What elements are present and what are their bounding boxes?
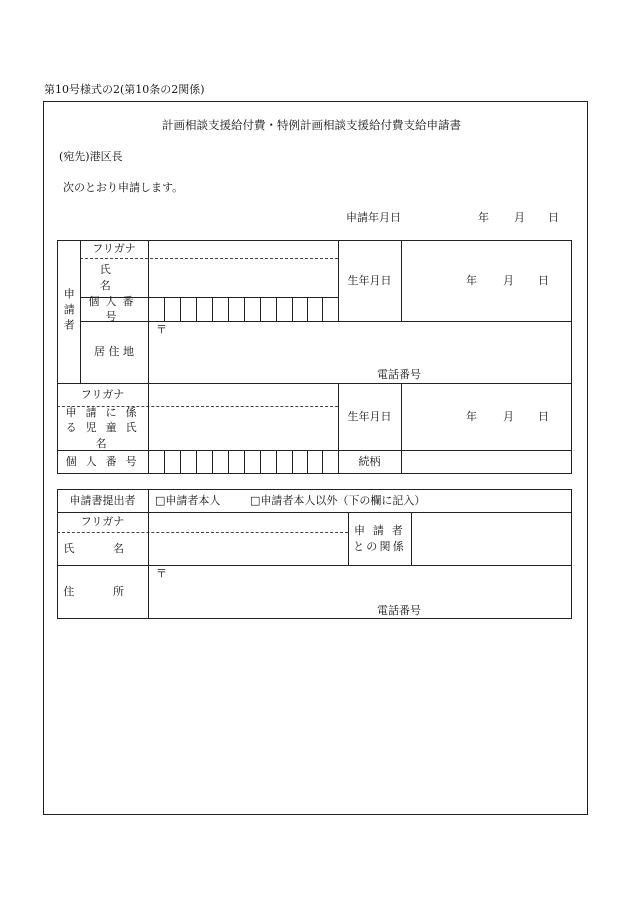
child-furigana-input[interactable] <box>148 383 338 406</box>
child-name-input[interactable] <box>148 406 338 450</box>
child-birth-year: 年 <box>466 410 477 423</box>
submitter-name-label: 氏 名 <box>63 541 142 555</box>
child-furigana-label: フリガナ <box>80 387 125 401</box>
child-birth-day: 日 <box>538 410 549 423</box>
applicant-section-label: 申請者 <box>62 288 76 335</box>
submitter-address-input[interactable] <box>148 565 572 619</box>
child-relation-input[interactable] <box>401 450 572 474</box>
applicant-address-input[interactable] <box>148 321 572 383</box>
submitter-option-other[interactable]: □申請者本人以外（下の欄に記入） <box>250 494 426 507</box>
applicant-furigana-input[interactable] <box>148 240 338 258</box>
applicant-name-input[interactable] <box>148 258 338 297</box>
applicant-personal-number-label: 個人番号 <box>88 294 140 323</box>
addressee: (宛先)港区長 <box>59 150 123 163</box>
child-name-label: 申 請 に 係 る 児 童 氏 名 <box>65 405 140 450</box>
submitter-option-self[interactable]: □申請者本人 <box>155 494 221 507</box>
submitter-address-label: 住 所 <box>63 585 142 599</box>
applicant-address-label: 居 住 地 <box>94 345 134 359</box>
child-birth-month: 月 <box>503 410 514 423</box>
submitter-postal-mark: 〒 <box>156 567 167 580</box>
submitter-relation-input[interactable] <box>411 512 572 565</box>
child-relation-label: 続柄 <box>358 455 381 469</box>
submitter-label: 申請書提出者 <box>69 493 136 507</box>
applicant-birth-day: 日 <box>538 274 549 287</box>
submitter-furigana-label: フリガナ <box>80 515 125 529</box>
applicant-birth-year: 年 <box>466 274 477 287</box>
submitter-name-input[interactable] <box>148 532 348 565</box>
applicant-furigana-label: フリガナ <box>92 242 136 256</box>
child-personal-number-label: 個 人 番 号 <box>65 455 140 469</box>
intro-text: 次のとおり申請します。 <box>63 181 184 194</box>
application-date-day: 日 <box>548 211 559 224</box>
applicant-postal-mark: 〒 <box>156 323 167 336</box>
submitter-phone-label: 電話番号 <box>377 604 421 617</box>
submitter-relation-label: 申 請 者 との関係 <box>353 524 406 553</box>
child-personal-number-input[interactable] <box>148 450 338 474</box>
applicant-name-label: 氏 名 <box>99 263 129 292</box>
submitter-furigana-input[interactable] <box>148 512 348 532</box>
form-number: 第10号様式の2(第10条の2関係) <box>44 83 205 96</box>
applicant-birth-label: 生年月日 <box>347 273 392 287</box>
applicant-phone-label: 電話番号 <box>377 368 421 381</box>
child-birth-label: 生年月日 <box>347 409 392 423</box>
application-date-month: 月 <box>514 211 525 224</box>
form-title: 計画相談支援給付費・特例計画相談支援給付費支給申請書 <box>162 118 461 132</box>
application-date-label: 申請年月日 <box>346 211 401 224</box>
applicant-personal-number-input[interactable] <box>148 297 338 321</box>
applicant-birth-month: 月 <box>503 274 514 287</box>
application-date-year: 年 <box>478 211 489 224</box>
